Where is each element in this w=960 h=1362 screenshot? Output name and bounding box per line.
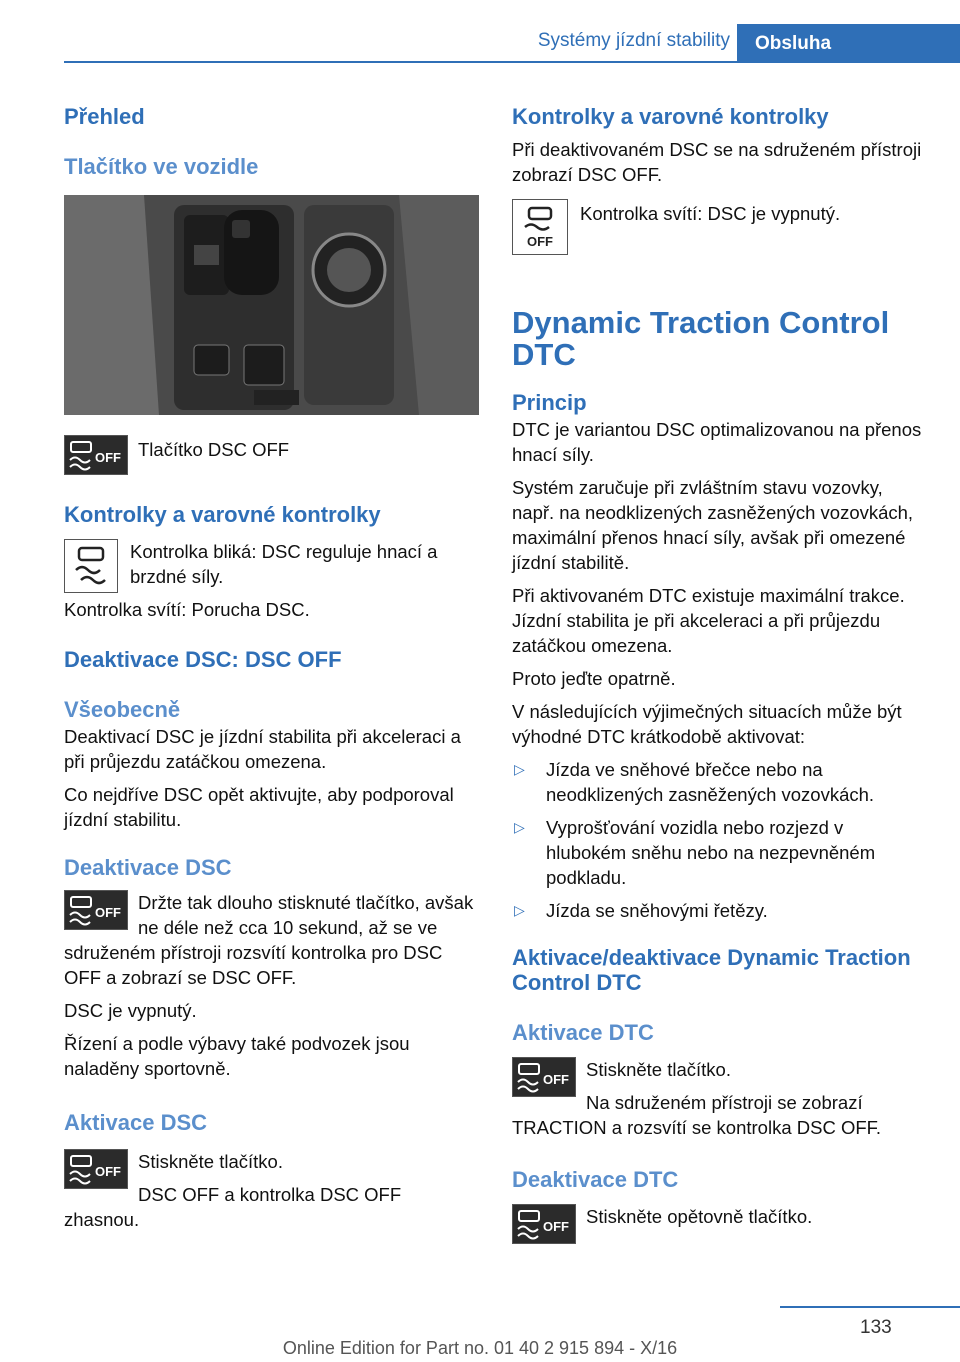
heading-deactivate-dsc-off: Deaktivace DSC: DSC OFF bbox=[64, 647, 342, 672]
list-item bbox=[512, 898, 927, 923]
triangle-bullet-icon: ▷ bbox=[514, 819, 525, 835]
lights-paragraph: Při deaktivovaném DSC se na sdruženém přístroji zobrazí DSC OFF. bbox=[512, 139, 922, 185]
heading-principle: Princip bbox=[512, 390, 587, 415]
activate-dtc-paragraph-1: Stiskněte tlačítko. bbox=[586, 1059, 731, 1080]
dsc-off-warning-light-icon bbox=[512, 199, 568, 255]
header-section-title: Systémy jízdní stability bbox=[537, 30, 730, 51]
deactivate-paragraph-3: Řízení a podle výbavy také podvozek jsou naladěny sportovně. bbox=[64, 1033, 410, 1079]
console-photo bbox=[64, 195, 479, 415]
light-flash-text: Kontrolka bliká: DSC reguluje hnací a brzdné síly. bbox=[130, 541, 438, 587]
heading-activate-dsc: Aktivace DSC bbox=[64, 1110, 208, 1135]
left-column bbox=[64, 100, 479, 1232]
heading-activate-deactivate-dtc: Aktivace/deaktivace Dynamic Traction Control DTC bbox=[512, 945, 911, 995]
heading-overview: Přehled bbox=[64, 104, 145, 129]
header-tab: Obsluha bbox=[737, 24, 960, 63]
dsc-off-button-icon bbox=[512, 1204, 576, 1244]
svg-text:OFF: OFF bbox=[543, 1072, 569, 1087]
list-item bbox=[512, 815, 927, 890]
heading-activate-dtc: Aktivace DTC bbox=[512, 1020, 654, 1045]
dsc-off-button-icon bbox=[64, 890, 128, 930]
general-paragraph-1: Deaktivací DSC je jízdní stabilita při akceleraci a při průjezdu zatáčkou omezena. bbox=[64, 726, 461, 772]
light-on-text: Kontrolka svítí: Porucha DSC. bbox=[64, 599, 310, 620]
heading-general: Všeobecně bbox=[64, 697, 181, 722]
right-column bbox=[512, 100, 927, 1248]
deactivate-paragraph-1: Držte tak dlouho stisknuté tlačítko, avšak ne déle než cca 10 sekund, až se ve sdruženém přístroji rozsvítí kontrolka pro DSC OFF a zobrazí se DSC OFF. bbox=[64, 892, 474, 988]
activate-paragraph-2: DSC OFF a kontrolka DSC OFF zhasnou. bbox=[64, 1184, 402, 1230]
heading-dtc: Dynamic Traction Control DTC bbox=[512, 305, 890, 372]
principle-paragraph-3: Při aktivovaném DTC existuje maximální trakce. Jízdní stabilita je při akceleraci a při průjezdu zatáčkou omezena. bbox=[512, 585, 905, 656]
general-paragraph-2: Co nejdříve DSC opět aktivujte, aby podporoval jízdní stabilitu. bbox=[64, 784, 454, 830]
svg-text:OFF: OFF bbox=[95, 905, 121, 920]
list-item bbox=[512, 757, 927, 807]
list-item-text: Jízda ve sněhové břečce nebo na neodklizených zasněžených vozovkách. bbox=[546, 759, 875, 805]
heading-deactivate-dtc: Deaktivace DTC bbox=[512, 1167, 679, 1192]
svg-text:OFF: OFF bbox=[543, 1219, 569, 1234]
svg-text:OFF: OFF bbox=[95, 450, 121, 465]
light-off-text: Kontrolka svítí: DSC je vypnutý. bbox=[580, 203, 841, 224]
principle-paragraph-4: Proto jeďte opatrně. bbox=[512, 668, 676, 689]
dsc-off-button-icon bbox=[64, 435, 128, 475]
principle-paragraph-1: DTC je variantou DSC optimalizovanou na přenos hnací síly. bbox=[512, 419, 922, 465]
list-item-text: Vyprošťování vozidla nebo rozjezd v hlubokém sněhu nebo na nezpevněném podkladu. bbox=[546, 817, 876, 888]
svg-text:OFF: OFF bbox=[95, 1164, 121, 1179]
footer-rule bbox=[780, 1306, 960, 1308]
list-item-text: Jízda se sněhovými řetězy. bbox=[546, 900, 768, 921]
deactivate-dtc-paragraph: Stiskněte opětovně tlačítko. bbox=[586, 1206, 813, 1227]
dsc-off-button-icon bbox=[512, 1057, 576, 1097]
heading-deactivate-dsc: Deaktivace DSC bbox=[64, 855, 232, 880]
footer-edition: Online Edition for Part no. 01 40 2 915 894 - X/16 bbox=[282, 1338, 678, 1358]
page-number: 133 bbox=[860, 1317, 892, 1338]
dsc-off-button-icon bbox=[64, 1149, 128, 1189]
heading-warning-lights-right: Kontrolky a varovné kontrolky bbox=[512, 104, 829, 129]
situation-list bbox=[512, 757, 927, 923]
photo-caption: Tlačítko DSC OFF bbox=[138, 439, 290, 460]
activate-paragraph-1: Stiskněte tlačítko. bbox=[138, 1151, 283, 1172]
triangle-bullet-icon: ▷ bbox=[514, 902, 525, 918]
heading-button-in-vehicle: Tlačítko ve vozidle bbox=[64, 154, 259, 179]
triangle-bullet-icon: ▷ bbox=[514, 761, 525, 777]
deactivate-paragraph-2: DSC je vypnutý. bbox=[64, 1000, 197, 1021]
dsc-warning-light-icon bbox=[64, 539, 118, 593]
principle-paragraph-5: V následujících výjimečných situacích může být výhodné DTC krátkodobě aktivovat: bbox=[512, 701, 902, 747]
svg-text:OFF: OFF bbox=[527, 234, 553, 249]
header-rule bbox=[64, 61, 960, 63]
activate-dtc-paragraph-2: Na sdruženém přístroji se zobrazí TRACTION a rozsvítí se kontrolka DSC OFF. bbox=[512, 1092, 882, 1138]
principle-paragraph-2: Systém zaručuje při zvláštním stavu vozovky, např. na neodklizených zasněžených vozovkách, maximální přenos hnací síly, avšak při omezené jízdní stabilitě. bbox=[512, 477, 914, 573]
heading-warning-lights: Kontrolky a varovné kontrolky bbox=[64, 502, 381, 527]
